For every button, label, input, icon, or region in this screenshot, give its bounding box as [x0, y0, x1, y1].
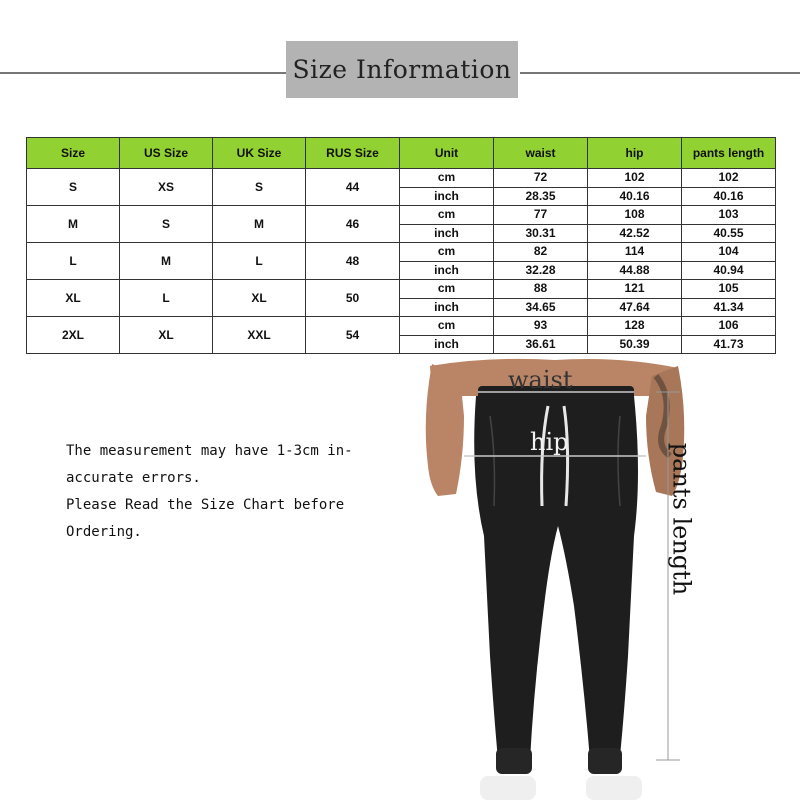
header-us-size: US Size: [120, 138, 213, 169]
length-cell: 40.16: [682, 187, 776, 206]
note-line: The measurement may have 1-3cm in-: [66, 443, 353, 459]
waist-cell: 77: [494, 206, 588, 225]
length-cell: 103: [682, 206, 776, 225]
right-shoe: [586, 776, 642, 800]
unit-cell: inch: [400, 298, 494, 317]
table-header-row: [27, 138, 776, 169]
rus-size-cell: 54: [306, 317, 400, 354]
hip-cell: 47.64: [588, 298, 682, 317]
uk-size-cell: L: [213, 243, 306, 280]
us-size-cell: L: [120, 280, 213, 317]
waist-cell: 30.31: [494, 224, 588, 243]
rus-size-cell: 50: [306, 280, 400, 317]
header-rus-size: RUS Size: [306, 138, 400, 169]
hip-cell: 44.88: [588, 261, 682, 280]
header-uk-size: UK Size: [213, 138, 306, 169]
hip-cell: 128: [588, 317, 682, 336]
length-cell: 106: [682, 317, 776, 336]
unit-cell: inch: [400, 335, 494, 354]
table-row: [27, 317, 776, 336]
hip-cell: 50.39: [588, 335, 682, 354]
waist-cell: 93: [494, 317, 588, 336]
unit-cell: inch: [400, 187, 494, 206]
waist-cell: 82: [494, 243, 588, 262]
unit-cell: cm: [400, 280, 494, 299]
note-line: accurate errors.: [66, 470, 201, 486]
title-rule-right: [520, 72, 800, 74]
waist-cell: 28.35: [494, 187, 588, 206]
table-row: [27, 243, 776, 262]
unit-cell: inch: [400, 261, 494, 280]
table-row: [27, 206, 776, 225]
length-cell: 102: [682, 169, 776, 188]
left-cuff: [496, 748, 532, 774]
length-cell: 41.34: [682, 298, 776, 317]
header-unit: Unit: [400, 138, 494, 169]
unit-cell: cm: [400, 169, 494, 188]
rus-size-cell: 46: [306, 206, 400, 243]
waist-cell: 88: [494, 280, 588, 299]
pants-length-label: pants length: [667, 442, 696, 596]
uk-size-cell: S: [213, 169, 306, 206]
size-table: [26, 137, 776, 354]
size-cell: M: [27, 206, 120, 243]
uk-size-cell: M: [213, 206, 306, 243]
us-size-cell: XL: [120, 317, 213, 354]
hip-cell: 102: [588, 169, 682, 188]
left-arm: [426, 364, 464, 496]
title-rule-left: [0, 72, 286, 74]
length-cell: 104: [682, 243, 776, 262]
length-cell: 40.55: [682, 224, 776, 243]
page-title: Size Information: [286, 41, 518, 98]
rus-size-cell: 48: [306, 243, 400, 280]
rus-size-cell: 44: [306, 169, 400, 206]
unit-cell: inch: [400, 224, 494, 243]
unit-cell: cm: [400, 317, 494, 336]
hip-cell: 40.16: [588, 187, 682, 206]
left-shoe: [480, 776, 536, 800]
waist-label: waist: [508, 366, 573, 394]
size-cell: 2XL: [27, 317, 120, 354]
size-cell: XL: [27, 280, 120, 317]
pants-model-photo: [420, 356, 690, 800]
hip-cell: 114: [588, 243, 682, 262]
unit-cell: cm: [400, 243, 494, 262]
header-pants-length: pants length: [682, 138, 776, 169]
hip-cell: 42.52: [588, 224, 682, 243]
waist-cell: 32.28: [494, 261, 588, 280]
table-row: [27, 280, 776, 299]
header-hip: hip: [588, 138, 682, 169]
note-line: Please Read the Size Chart before: [66, 497, 345, 513]
unit-cell: cm: [400, 206, 494, 225]
table-row: [27, 169, 776, 188]
header-waist: waist: [494, 138, 588, 169]
us-size-cell: S: [120, 206, 213, 243]
hip-cell: 108: [588, 206, 682, 225]
uk-size-cell: XL: [213, 280, 306, 317]
us-size-cell: XS: [120, 169, 213, 206]
note-line: Ordering.: [66, 524, 142, 540]
hip-cell: 121: [588, 280, 682, 299]
uk-size-cell: XXL: [213, 317, 306, 354]
header-size: Size: [27, 138, 120, 169]
length-cell: 41.73: [682, 335, 776, 354]
measurement-note: [66, 438, 366, 546]
length-cell: 40.94: [682, 261, 776, 280]
size-cell: L: [27, 243, 120, 280]
waist-cell: 72: [494, 169, 588, 188]
hip-label: hip: [530, 428, 569, 456]
size-cell: S: [27, 169, 120, 206]
length-cell: 105: [682, 280, 776, 299]
waist-cell: 34.65: [494, 298, 588, 317]
right-cuff: [588, 748, 622, 774]
us-size-cell: M: [120, 243, 213, 280]
waist-cell: 36.61: [494, 335, 588, 354]
